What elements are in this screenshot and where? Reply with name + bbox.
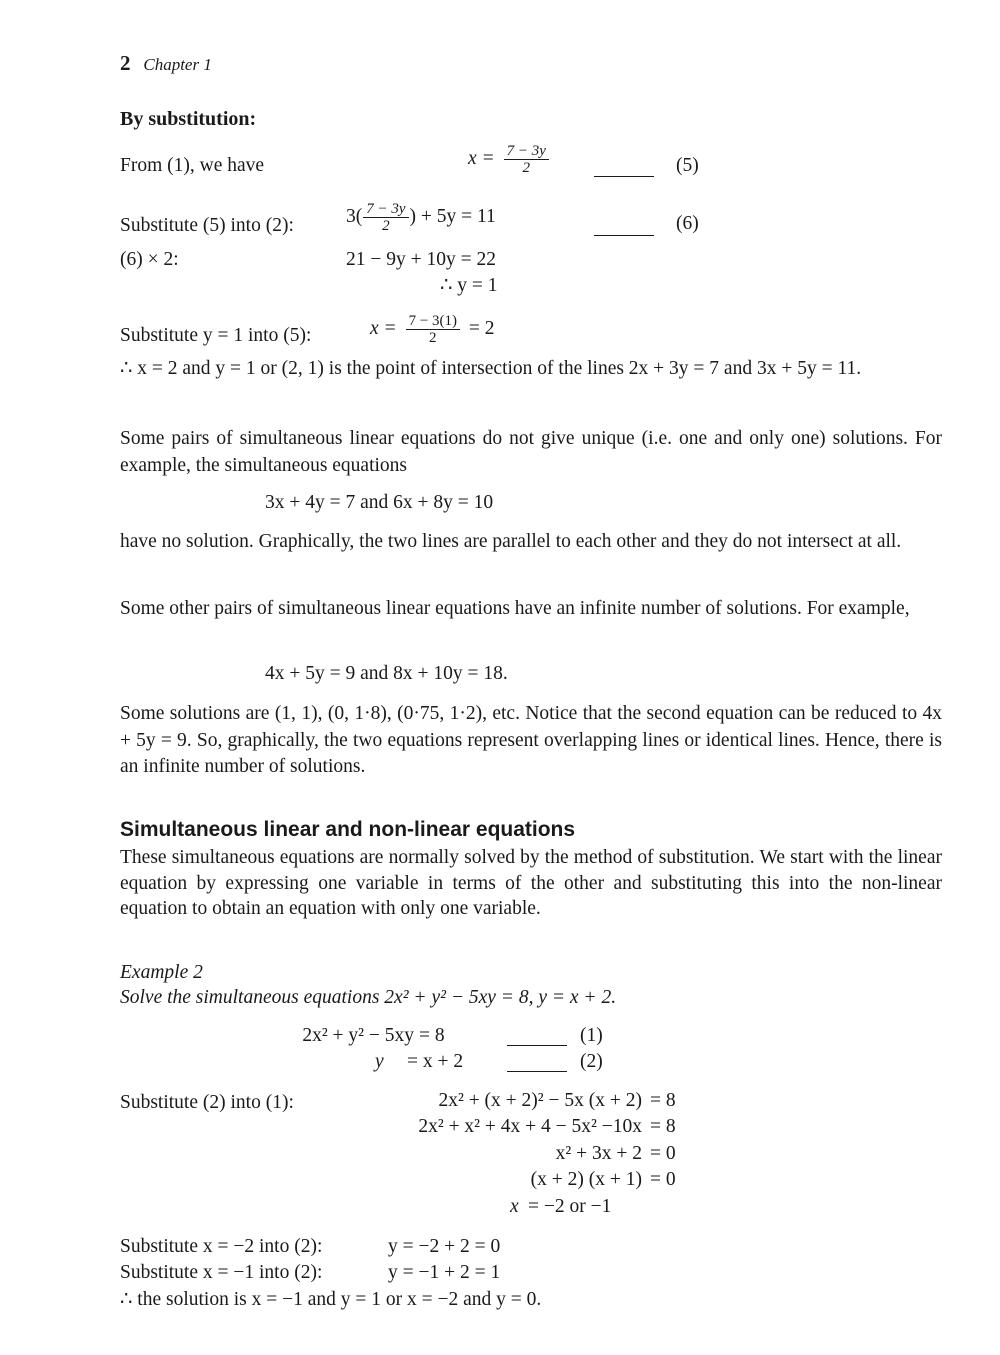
equation-6 xyxy=(346,201,496,234)
suby-rhs: = 2 xyxy=(468,317,495,339)
paragraph-infinite: Some other pairs of simultaneous linear equations have an infinite number of solutions. For example, xyxy=(120,598,910,619)
paragraph-solutions: Some solutions are (1, 1), (0, 1·8), (0·75, 1·2), etc. Notice that the second equation can be reduced to 4x + 5y = 9. So, graphically, the two equations represent overlapping lines or identical lines. Hence, there is an infinite number of solutions. xyxy=(120,703,942,777)
paragraph-unique: Some pairs of simultaneous linear equations do not give unique (i.e. one and only one) solutions. For example, the simultaneous equations xyxy=(120,428,942,476)
eq5-dash xyxy=(594,167,654,185)
step-rhs: = 0 xyxy=(650,1169,676,1190)
suby-fraction xyxy=(406,313,460,346)
final-solution: ∴ the solution is x = −1 and y = 1 or x = −2 and y = 0. xyxy=(120,1289,542,1310)
eq6-pre: 3( xyxy=(346,205,363,227)
ex-eq2-lhs: y xyxy=(375,1051,384,1072)
example-prompt: Solve the simultaneous equations 2x² + y² − 5xy = 8, y = x + 2. xyxy=(120,987,617,1008)
therefore-y: ∴ y = 1 xyxy=(440,275,498,296)
ex-sub-label: Substitute (2) into (1): xyxy=(120,1092,294,1113)
running-header xyxy=(120,50,212,78)
suby-lhs: x = xyxy=(370,317,397,339)
times2-equation: 21 − 9y + 10y = 22 xyxy=(346,249,496,270)
intersection-conclusion: ∴ x = 2 and y = 1 or (2, 1) is the point of intersection of the lines 2x + 3y = 7 and 3x + 5y = 11. xyxy=(120,358,862,379)
step-lhs: x² + 3x + 2 xyxy=(555,1143,642,1164)
step-lhs: (x + 2) (x + 1) xyxy=(530,1169,642,1190)
chapter-label: Chapter 1 xyxy=(143,55,212,74)
denominator: 2 xyxy=(429,330,437,346)
example-label: Example 2 xyxy=(120,962,203,983)
ex-eq1-lhs: 2x² + y² − 5xy xyxy=(302,1025,414,1046)
eq6-tag: (6) xyxy=(676,213,699,234)
paragraph-no-solution: have no solution. Graphically, the two lines are parallel to each other and they do not intersect at all. xyxy=(120,531,902,552)
ex-eq1-dash xyxy=(507,1036,567,1054)
sub-x-minus2-result: y = −2 + 2 = 0 xyxy=(388,1236,501,1257)
suby-label: Substitute y = 1 into (5): xyxy=(120,325,312,346)
step-rhs: = 0 xyxy=(650,1143,676,1164)
eq5-lhs: x = xyxy=(468,147,495,169)
from1-label: From (1), we have xyxy=(120,155,265,176)
ex-eq2-tag: (2) xyxy=(580,1051,603,1072)
sub-x-minus1-label: Substitute x = −1 into (2): xyxy=(120,1262,323,1283)
equation-infinite: 4x + 5y = 9 and 8x + 10y = 18. xyxy=(265,663,508,684)
ex-eq1-tag: (1) xyxy=(580,1025,603,1046)
equation-5 xyxy=(468,143,553,176)
step-rhs: = 8 xyxy=(650,1116,676,1137)
ex-eq1-rhs: = 8 xyxy=(419,1025,445,1046)
eq6-dash xyxy=(594,226,654,244)
numerator: 7 − 3(1) xyxy=(406,313,460,330)
page-number: 2 xyxy=(120,51,131,75)
step-lhs: 2x² + (x + 2)² − 5x (x + 2) xyxy=(438,1090,642,1111)
denominator: 2 xyxy=(382,218,390,234)
suby-equation xyxy=(370,313,495,346)
numerator: 7 − 3y xyxy=(363,201,408,218)
eq5-tag: (5) xyxy=(676,155,699,176)
eq5-fraction xyxy=(504,143,549,176)
section-heading: Simultaneous linear and non-linear equations xyxy=(120,818,576,841)
ex-eq2-rhs: = x + 2 xyxy=(407,1051,464,1072)
numerator: 7 − 3y xyxy=(504,143,549,160)
section-title-substitution: By substitution: xyxy=(120,108,257,130)
equation-no-solution: 3x + 4y = 7 and 6x + 8y = 10 xyxy=(265,492,494,513)
sub-x-minus2-label: Substitute x = −2 into (2): xyxy=(120,1236,323,1257)
step-lhs: 2x² + x² + 4x + 4 − 5x² −10x xyxy=(418,1116,642,1137)
eq6-post: ) + 5y = 11 xyxy=(409,205,496,227)
denominator: 2 xyxy=(522,160,530,176)
times2-label: (6) × 2: xyxy=(120,249,179,270)
step-lhs: x xyxy=(510,1196,519,1217)
ex-eq2-dash xyxy=(507,1062,567,1080)
section-intro: These simultaneous equations are normally solved by the method of substitution. We start with the linear equation by expressing one variable in terms of the other and substituting this into the non-linear equation to obtain an equation with only one variable. xyxy=(120,847,942,919)
step-rhs: = 8 xyxy=(650,1090,676,1111)
eq6-fraction xyxy=(363,201,408,234)
sub5-label: Substitute (5) into (2): xyxy=(120,215,294,236)
sub-x-minus1-result: y = −1 + 2 = 1 xyxy=(388,1262,501,1283)
step-rhs: = −2 or −1 xyxy=(528,1196,612,1217)
